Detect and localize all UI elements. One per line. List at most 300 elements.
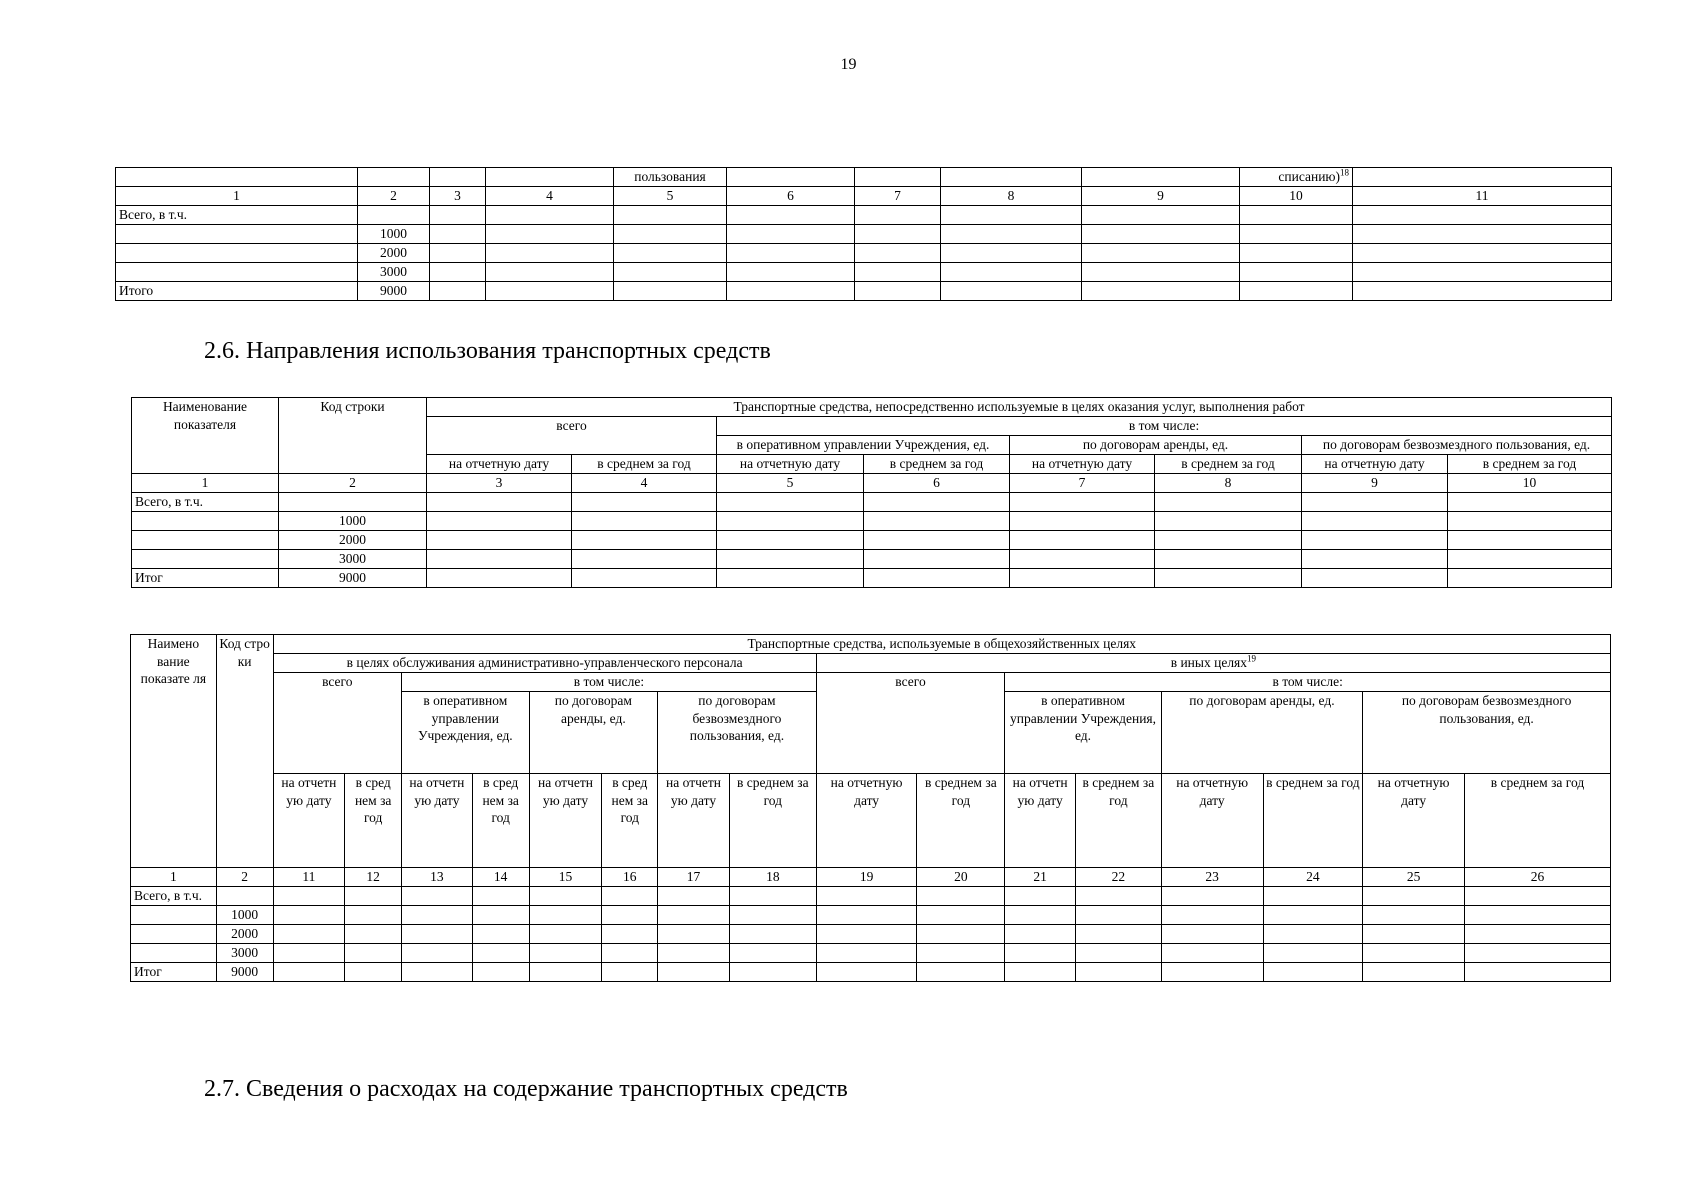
column-number-row: [116, 187, 1612, 206]
data-cell[interactable]: [1076, 906, 1162, 925]
data-cell[interactable]: [1263, 887, 1363, 906]
data-cell[interactable]: [1076, 963, 1162, 982]
data-cell[interactable]: [572, 550, 717, 569]
table-row: [132, 531, 1612, 550]
data-cell[interactable]: [529, 944, 602, 963]
data-cell[interactable]: [941, 225, 1082, 244]
section-heading-2-6: 2.6. Направления использования транспортных средств: [204, 338, 771, 364]
table-row: [131, 887, 1611, 906]
section-heading-2-7: 2.7. Сведения о расходах на содержание транспортных средств: [204, 1076, 848, 1102]
data-cell[interactable]: [345, 925, 402, 944]
data-cell[interactable]: [273, 963, 345, 982]
column-number: 11: [1353, 187, 1612, 206]
table-row: [116, 225, 1612, 244]
leaf-header-cell: в сред нем за год: [345, 774, 402, 868]
data-cell[interactable]: [1082, 263, 1240, 282]
data-cell[interactable]: [855, 225, 941, 244]
table-row: [116, 244, 1612, 263]
data-cell[interactable]: [1464, 963, 1610, 982]
data-cell[interactable]: [729, 963, 816, 982]
data-cell[interactable]: [529, 887, 602, 906]
data-cell[interactable]: [1363, 887, 1465, 906]
data-cell[interactable]: [729, 925, 816, 944]
data-cell[interactable]: [917, 944, 1005, 963]
header-indicator-name: Наименование показателя: [132, 398, 279, 474]
data-cell[interactable]: [1161, 944, 1263, 963]
column-number: 6: [864, 474, 1010, 493]
leaf-header-cell: на отчетн ую дату: [1005, 774, 1076, 868]
data-cell[interactable]: [1448, 531, 1612, 550]
data-cell[interactable]: [717, 493, 864, 512]
data-cell[interactable]: [816, 887, 917, 906]
column-number: 7: [1010, 474, 1155, 493]
header-including: в том числе:: [717, 417, 1612, 436]
data-cell[interactable]: [729, 944, 816, 963]
data-cell[interactable]: [816, 906, 917, 925]
column-number: 1: [116, 187, 358, 206]
leaf-header-cell: в среднем за год: [729, 774, 816, 868]
header-free-use: по договорам безвозмездного пользования, ед.: [1363, 692, 1611, 774]
data-cell[interactable]: [1010, 531, 1155, 550]
row-code: 9000: [279, 569, 427, 588]
data-cell[interactable]: [472, 887, 529, 906]
data-cell[interactable]: [864, 569, 1010, 588]
data-cell[interactable]: [1161, 906, 1263, 925]
data-cell[interactable]: [1363, 906, 1465, 925]
leaf-header-cell: в среднем за год: [1464, 774, 1610, 868]
column-number: 10: [1240, 187, 1353, 206]
data-cell[interactable]: [1240, 263, 1353, 282]
header-cell: [486, 168, 614, 187]
data-cell[interactable]: [1155, 569, 1302, 588]
data-cell[interactable]: [1155, 550, 1302, 569]
data-cell[interactable]: [727, 282, 855, 301]
data-cell[interactable]: [717, 531, 864, 550]
header-including: в том числе:: [402, 673, 817, 692]
header-cell: [727, 168, 855, 187]
column-number: 15: [529, 868, 602, 887]
data-cell[interactable]: [345, 906, 402, 925]
data-cell[interactable]: [402, 887, 473, 906]
data-cell[interactable]: [472, 963, 529, 982]
header-lease: по договорам аренды, ед.: [1010, 436, 1302, 455]
table-row: [116, 206, 1612, 225]
column-number: 24: [1263, 868, 1363, 887]
header-total: всего: [427, 417, 717, 455]
data-cell[interactable]: [430, 282, 486, 301]
data-cell[interactable]: [1240, 282, 1353, 301]
column-number: 19: [816, 868, 917, 887]
data-cell[interactable]: [486, 263, 614, 282]
table-row: [132, 493, 1612, 512]
header-row: [116, 168, 1612, 187]
data-cell[interactable]: [717, 569, 864, 588]
row-name: [131, 925, 217, 944]
data-cell[interactable]: [402, 963, 473, 982]
row-name: [131, 906, 217, 925]
page-number: 19: [840, 56, 857, 73]
data-cell[interactable]: [427, 531, 572, 550]
data-cell[interactable]: [658, 963, 730, 982]
data-cell[interactable]: [614, 282, 727, 301]
header-cell: [941, 168, 1082, 187]
data-cell[interactable]: [1353, 206, 1612, 225]
header-total: всего: [273, 673, 402, 774]
column-number: 8: [1155, 474, 1302, 493]
data-cell[interactable]: [1353, 244, 1612, 263]
table-row: [132, 512, 1612, 531]
leaf-header-cell: в сред нем за год: [602, 774, 658, 868]
row-name: Всего, в т.ч.: [116, 206, 358, 225]
header-general-use: Транспортные средства, используемые в общехозяйственных целях: [273, 635, 1611, 654]
data-cell[interactable]: [941, 263, 1082, 282]
header-avg-year: в среднем за год: [864, 455, 1010, 474]
data-cell[interactable]: [1302, 531, 1448, 550]
data-cell[interactable]: [1363, 963, 1465, 982]
column-number: 7: [855, 187, 941, 206]
column-number: 2: [358, 187, 430, 206]
data-cell[interactable]: [1263, 944, 1363, 963]
data-cell[interactable]: [273, 944, 345, 963]
data-cell[interactable]: [855, 206, 941, 225]
column-number: 9: [1082, 187, 1240, 206]
row-code: [358, 206, 430, 225]
data-cell[interactable]: [1263, 963, 1363, 982]
column-number: 20: [917, 868, 1005, 887]
table-row: [131, 925, 1611, 944]
data-cell[interactable]: [1263, 906, 1363, 925]
column-number: 2: [216, 868, 273, 887]
data-cell[interactable]: [1005, 925, 1076, 944]
direct-use-table: [131, 397, 1612, 588]
header-cell: списанию)$^{18}$: [1240, 168, 1353, 187]
leaf-header-cell: на отчетную дату: [1161, 774, 1263, 868]
data-cell[interactable]: [1161, 925, 1263, 944]
row-code: 3000: [216, 944, 273, 963]
data-cell[interactable]: [572, 569, 717, 588]
data-cell[interactable]: [602, 963, 658, 982]
header-free-use: по договорам безвозмездного пользования, ед.: [658, 692, 817, 774]
data-cell[interactable]: [855, 263, 941, 282]
row-code: [216, 887, 273, 906]
column-number: 22: [1076, 868, 1162, 887]
row-code: 2000: [216, 925, 273, 944]
data-cell[interactable]: [864, 550, 1010, 569]
data-cell[interactable]: [614, 225, 727, 244]
table-row: [132, 569, 1612, 588]
header-cell: [855, 168, 941, 187]
header-indicator-name: Наимено вание показате ля: [131, 635, 217, 868]
leaf-header-cell: на отчетн ую дату: [273, 774, 345, 868]
row-name: Всего, в т.ч.: [131, 887, 217, 906]
header-other-purposes: в иных целях$^{19}$: [816, 654, 1610, 673]
data-cell[interactable]: [486, 244, 614, 263]
data-cell[interactable]: [941, 282, 1082, 301]
column-number: 26: [1464, 868, 1610, 887]
column-number: 14: [472, 868, 529, 887]
data-cell[interactable]: [427, 512, 572, 531]
data-cell[interactable]: [430, 263, 486, 282]
table-row: [132, 550, 1612, 569]
leaf-header-cell: в среднем за год: [1076, 774, 1162, 868]
column-number: 17: [658, 868, 730, 887]
data-cell[interactable]: [430, 225, 486, 244]
data-cell[interactable]: [1082, 225, 1240, 244]
data-cell[interactable]: [430, 244, 486, 263]
data-cell[interactable]: [345, 944, 402, 963]
data-cell[interactable]: [917, 963, 1005, 982]
data-cell[interactable]: [855, 282, 941, 301]
data-cell[interactable]: [1155, 512, 1302, 531]
data-cell[interactable]: [486, 225, 614, 244]
header-cell: [1082, 168, 1240, 187]
data-cell[interactable]: [1363, 925, 1465, 944]
data-cell[interactable]: [572, 512, 717, 531]
data-cell[interactable]: [1005, 963, 1076, 982]
leaf-header-cell: в сред нем за год: [472, 774, 529, 868]
data-cell[interactable]: [572, 531, 717, 550]
column-number: 11: [273, 868, 345, 887]
footnote-ref: 18: [1340, 167, 1349, 178]
header-cell: [116, 168, 358, 187]
data-cell[interactable]: [1448, 569, 1612, 588]
data-cell[interactable]: [427, 493, 572, 512]
data-cell[interactable]: [1161, 887, 1263, 906]
data-cell[interactable]: [602, 944, 658, 963]
leaf-header-cell: на отчетную дату: [1363, 774, 1465, 868]
footnote-ref: 19: [1247, 653, 1257, 664]
data-cell[interactable]: [529, 906, 602, 925]
row-name: Итог: [131, 963, 217, 982]
data-cell[interactable]: [614, 244, 727, 263]
row-name: Итого: [116, 282, 358, 301]
row-name: Всего, в т.ч.: [132, 493, 279, 512]
header-including: в том числе:: [1005, 673, 1611, 692]
leaf-header-cell: на отчетную дату: [816, 774, 917, 868]
row-code: 3000: [279, 550, 427, 569]
column-number: 6: [727, 187, 855, 206]
data-cell[interactable]: [602, 906, 658, 925]
row-code: 1000: [279, 512, 427, 531]
data-cell[interactable]: [602, 887, 658, 906]
data-cell[interactable]: [1005, 906, 1076, 925]
column-number: 4: [572, 474, 717, 493]
data-cell[interactable]: [1302, 569, 1448, 588]
column-number: 3: [430, 187, 486, 206]
column-number: 16: [602, 868, 658, 887]
column-number: 2: [279, 474, 427, 493]
data-cell[interactable]: [1161, 963, 1263, 982]
data-cell[interactable]: [941, 206, 1082, 225]
data-cell[interactable]: [1464, 906, 1610, 925]
data-cell[interactable]: [614, 263, 727, 282]
header-operational-management: в оперативном управлении Учреждения, ед.: [1005, 692, 1161, 774]
leaf-header-cell: в среднем за год: [917, 774, 1005, 868]
data-cell[interactable]: [472, 906, 529, 925]
data-cell[interactable]: [816, 944, 917, 963]
header-cell: пользования: [614, 168, 727, 187]
row-name: [116, 244, 358, 263]
data-cell[interactable]: [430, 206, 486, 225]
data-cell[interactable]: [917, 887, 1005, 906]
data-cell[interactable]: [727, 263, 855, 282]
data-cell[interactable]: [1302, 550, 1448, 569]
data-cell[interactable]: [1076, 887, 1162, 906]
data-cell[interactable]: [486, 282, 614, 301]
data-cell[interactable]: [1082, 282, 1240, 301]
row-name: [116, 225, 358, 244]
data-cell[interactable]: [1005, 944, 1076, 963]
data-cell[interactable]: [917, 906, 1005, 925]
continued-table: [115, 167, 1612, 301]
data-cell[interactable]: [273, 887, 345, 906]
data-cell[interactable]: [427, 569, 572, 588]
data-cell[interactable]: [1082, 206, 1240, 225]
header-admin-purposes: в целях обслуживания административно-управленческого персонала: [273, 654, 816, 673]
data-cell[interactable]: [1155, 531, 1302, 550]
data-cell[interactable]: [1353, 225, 1612, 244]
data-cell[interactable]: [729, 887, 816, 906]
header-avg-year: в среднем за год: [572, 455, 717, 474]
table-row: [116, 282, 1612, 301]
column-number: 8: [941, 187, 1082, 206]
leaf-header-cell: в среднем за год: [1263, 774, 1363, 868]
data-cell[interactable]: [572, 493, 717, 512]
header-lease: по договорам аренды, ед.: [529, 692, 658, 774]
row-code: 2000: [358, 244, 430, 263]
data-cell[interactable]: [529, 925, 602, 944]
data-cell[interactable]: [529, 963, 602, 982]
data-cell[interactable]: [602, 925, 658, 944]
row-name: [132, 512, 279, 531]
data-cell[interactable]: [864, 512, 1010, 531]
column-number: 3: [427, 474, 572, 493]
data-cell[interactable]: [1263, 925, 1363, 944]
data-cell[interactable]: [917, 925, 1005, 944]
data-cell[interactable]: [1240, 225, 1353, 244]
header-avg-year: в среднем за год: [1155, 455, 1302, 474]
data-cell[interactable]: [1448, 550, 1612, 569]
data-cell[interactable]: [1076, 944, 1162, 963]
row-code: 9000: [216, 963, 273, 982]
column-number: 5: [717, 474, 864, 493]
data-cell[interactable]: [1448, 493, 1612, 512]
data-cell[interactable]: [1464, 944, 1610, 963]
data-cell[interactable]: [1010, 569, 1155, 588]
data-cell[interactable]: [658, 887, 730, 906]
row-code: 3000: [358, 263, 430, 282]
column-number-row: [131, 868, 1611, 887]
data-cell[interactable]: [1240, 244, 1353, 263]
data-cell[interactable]: [816, 963, 917, 982]
data-cell[interactable]: [941, 244, 1082, 263]
data-cell[interactable]: [273, 906, 345, 925]
data-cell[interactable]: [402, 944, 473, 963]
data-cell[interactable]: [402, 906, 473, 925]
data-cell[interactable]: [1353, 263, 1612, 282]
column-number: 5: [614, 187, 727, 206]
data-cell[interactable]: [727, 225, 855, 244]
data-cell[interactable]: [1010, 493, 1155, 512]
data-cell[interactable]: [1464, 887, 1610, 906]
column-number: 10: [1448, 474, 1612, 493]
data-cell[interactable]: [658, 906, 730, 925]
data-cell[interactable]: [1010, 550, 1155, 569]
leaf-header-row: [131, 774, 1611, 868]
data-cell[interactable]: [729, 906, 816, 925]
data-cell[interactable]: [486, 206, 614, 225]
header-avg-year: в среднем за год: [1448, 455, 1612, 474]
data-cell[interactable]: [727, 244, 855, 263]
data-cell[interactable]: [864, 493, 1010, 512]
column-number: 21: [1005, 868, 1076, 887]
row-name: [116, 263, 358, 282]
data-cell[interactable]: [472, 925, 529, 944]
data-cell[interactable]: [345, 963, 402, 982]
data-cell[interactable]: [1082, 244, 1240, 263]
header-on-date: на отчетную дату: [717, 455, 864, 474]
data-cell[interactable]: [1076, 925, 1162, 944]
header-direct-use: Транспортные средства, непосредственно используемые в целях оказания услуг, выполнения работ: [427, 398, 1612, 417]
data-cell[interactable]: [816, 925, 917, 944]
leaf-header-cell: на отчетн ую дату: [529, 774, 602, 868]
row-name: [132, 531, 279, 550]
data-cell[interactable]: [1448, 512, 1612, 531]
header-on-date: на отчетную дату: [1302, 455, 1448, 474]
data-cell[interactable]: [1240, 206, 1353, 225]
data-cell[interactable]: [1302, 512, 1448, 531]
data-cell[interactable]: [1353, 282, 1612, 301]
row-code: 9000: [358, 282, 430, 301]
data-cell[interactable]: [427, 550, 572, 569]
header-cell: [430, 168, 486, 187]
data-cell[interactable]: [273, 925, 345, 944]
row-code: 1000: [216, 906, 273, 925]
data-cell[interactable]: [345, 887, 402, 906]
data-cell[interactable]: [402, 925, 473, 944]
data-cell[interactable]: [658, 944, 730, 963]
data-cell[interactable]: [1005, 887, 1076, 906]
data-cell[interactable]: [1302, 493, 1448, 512]
header-cell: [358, 168, 430, 187]
data-cell[interactable]: [1363, 944, 1465, 963]
header-free-use: по договорам безвозмездного пользования, ед.: [1302, 436, 1612, 455]
column-number: 1: [131, 868, 217, 887]
data-cell[interactable]: [855, 244, 941, 263]
header-operational-management: в оперативном управлении Учреждения, ед.: [717, 436, 1010, 455]
data-cell[interactable]: [614, 206, 727, 225]
data-cell[interactable]: [1464, 925, 1610, 944]
data-cell[interactable]: [717, 512, 864, 531]
data-cell[interactable]: [658, 925, 730, 944]
data-cell[interactable]: [864, 531, 1010, 550]
header-row-code: Код строки: [279, 398, 427, 474]
column-number: 12: [345, 868, 402, 887]
column-number: 23: [1161, 868, 1263, 887]
row-code: 1000: [358, 225, 430, 244]
data-cell[interactable]: [727, 206, 855, 225]
data-cell[interactable]: [1010, 512, 1155, 531]
column-number: 13: [402, 868, 473, 887]
table-row: [131, 963, 1611, 982]
column-number: 4: [486, 187, 614, 206]
data-cell[interactable]: [472, 944, 529, 963]
column-number: 9: [1302, 474, 1448, 493]
data-cell[interactable]: [1155, 493, 1302, 512]
row-name: [132, 550, 279, 569]
data-cell[interactable]: [717, 550, 864, 569]
header-row-code: Код стро ки: [216, 635, 273, 868]
